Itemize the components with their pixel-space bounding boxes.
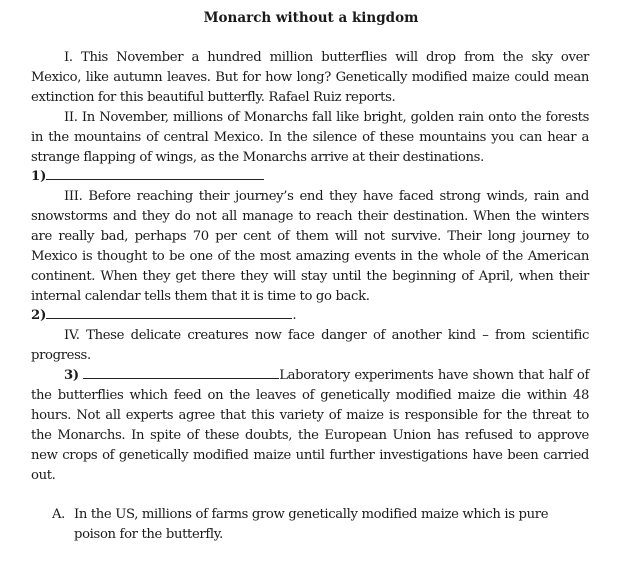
paragraph-3 (31, 187, 589, 307)
gap-2-end: . (292, 308, 297, 323)
paragraph-4 (31, 326, 589, 366)
option-a-line-2: poison for the butterfly. (74, 527, 223, 542)
gap-2-label: 2) (31, 308, 47, 323)
document-title: Monarch without a kingdom (203, 10, 419, 26)
paragraph-3-text: III. Before reaching their journey’s end they have faced strong winds, rain and snowstorms and they do not all manage to reach their destination. When the winters are really bad, perhaps 70 per cent of them will not survive. Their long journey to Mexico is thought to be one of the most amazing events in the whole of the American continent. When they get there they will stay until the beginning of April, when their internal calendar tells them that it is time to go back. (31, 189, 589, 304)
paragraph-2 (31, 108, 589, 168)
gap-3-answer-line[interactable] (83, 366, 279, 379)
gap-1[interactable] (31, 167, 264, 187)
paragraph-4-text: IV. These delicate creatures now face danger of another kind – from scientific progress. (31, 328, 589, 363)
paragraph-1-text: I. This November a hundred million butterflies will drop from the sky over Mexico, like autumn leaves. But for how long? Genetically modified maize could mean extinction for this beautiful butterfly. Rafael Ruiz reports. (31, 50, 589, 105)
paragraph-5-text: Laboratory experiments have shown that half of the butterflies which feed on the leaves of genetically modified maize die within 48 hours. Not all experts agree that this variety of maize is responsible for the threat to the Monarchs. In spite of these doubts, the European Union has refused to approve new crops of genetically modified maize until further investigations have been carried out. (31, 368, 590, 483)
gap-2[interactable] (31, 306, 297, 326)
gap-2-answer-line[interactable] (46, 306, 292, 319)
option-a[interactable] (52, 505, 590, 545)
paragraph-5 (31, 366, 589, 486)
gap-3-label: 3) (64, 368, 79, 383)
gap-1-label: 1) (31, 169, 47, 184)
gap-1-answer-line[interactable] (46, 167, 264, 180)
paragraph-1 (31, 48, 589, 108)
option-a-letter: A. (52, 507, 66, 522)
option-a-line-1: In the US, millions of farms grow genetically modified maize which is pure (74, 507, 549, 522)
paragraph-2-text: II. In November, millions of Monarchs fall like bright, golden rain onto the forests in the mountains of central Mexico. In the silence of these mountains you can hear a strange flapping of wings, as the Monarchs arrive at their destinations. (31, 110, 589, 165)
